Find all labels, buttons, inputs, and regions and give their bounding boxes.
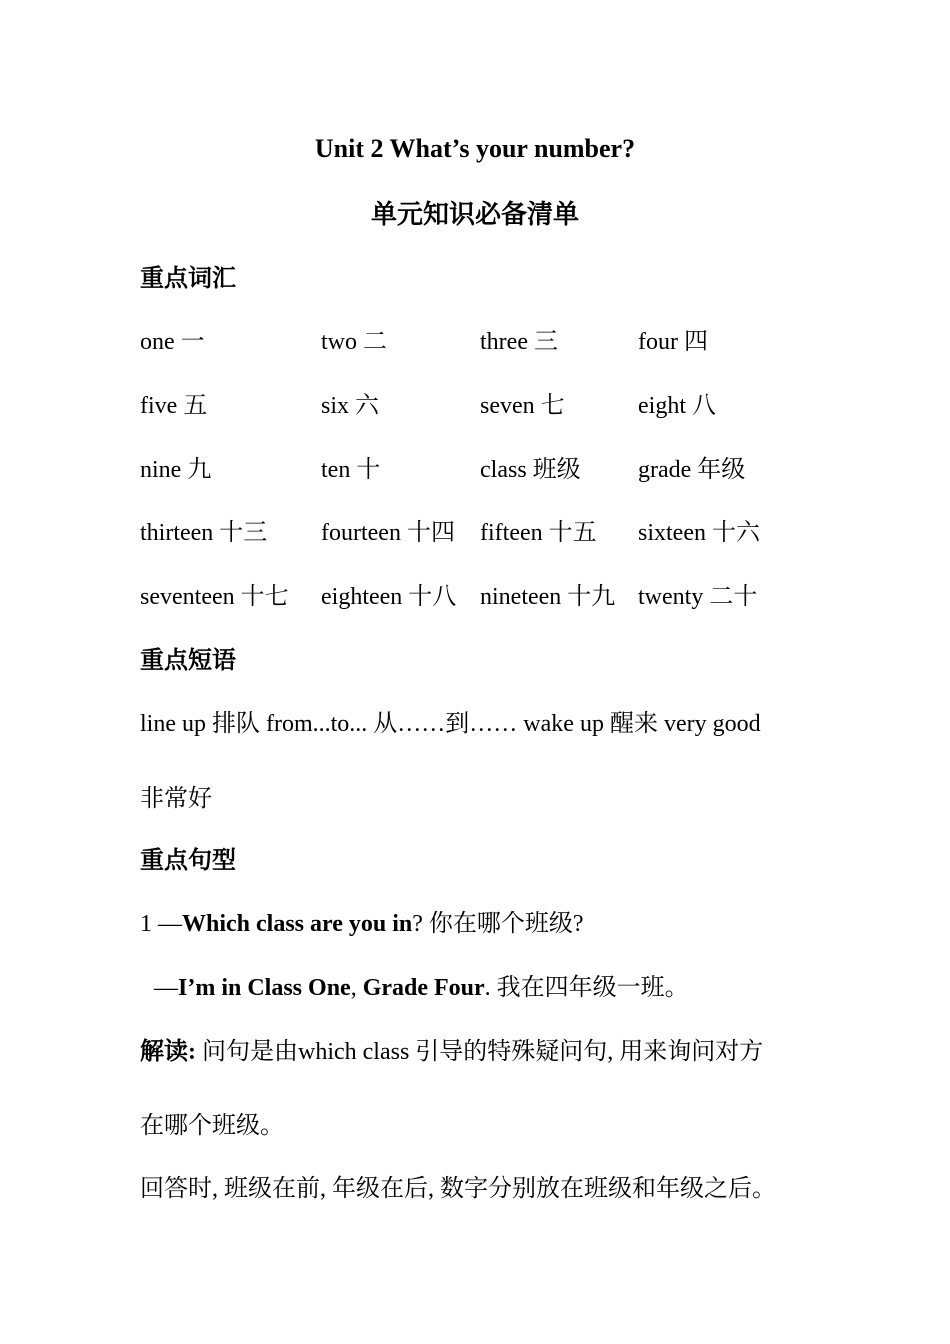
vocab-item: sixteen 十六 [638,520,760,546]
answer-translation: . 我在四年级一班。 [484,975,689,1001]
page-subtitle: 单元知识必备清单 [370,200,579,229]
vocab-heading: 重点词汇 [140,266,236,292]
vocab-item: nine 九 [140,457,212,483]
explanation-line [140,1037,763,1067]
phrases-line: line up 排队 from...to... 从……到…… wake up 醒来 very good [140,711,761,737]
vocab-item: six 六 [321,393,380,419]
explanation-line: 回答时, 班级在前, 年级在后, 数字分别放在班级和年级之后。 [140,1176,776,1202]
vocab-item: ten 十 [321,457,381,483]
sentences-heading: 重点句型 [140,848,236,874]
vocab-item: fifteen 十五 [480,520,597,546]
question-text: Which class are you in [182,911,413,937]
vocab-item: seven 七 [480,393,565,419]
answer-comma: , [350,975,363,1001]
explanation-text: 问句是由which class 引导的特殊疑问句, 用来询问对方 [196,1039,764,1065]
question-sentence [140,909,584,939]
vocab-item: class 班级 [480,457,581,483]
explanation-label: 解读: [140,1039,196,1065]
phrases-heading: 重点短语 [140,648,236,674]
vocab-item: five 五 [140,393,208,419]
vocab-item: eight 八 [638,393,716,419]
vocab-item: four 四 [638,329,708,355]
vocab-item: two 二 [321,329,387,355]
vocab-item: nineteen 十九 [480,584,616,610]
vocab-item: thirteen 十三 [140,520,268,546]
phrases-line: 非常好 [140,786,212,812]
answer-sentence [154,973,689,1003]
answer-dash: — [154,975,178,1001]
vocab-item: seventeen 十七 [140,584,289,610]
page-title: Unit 2 What’s your number? [314,134,636,163]
vocab-item: eighteen 十八 [321,584,457,610]
vocab-item: fourteen 十四 [321,520,455,546]
answer-text: Grade Four [362,975,485,1001]
vocab-item: one 一 [140,329,205,355]
question-translation: ? 你在哪个班级? [412,911,584,937]
vocab-item: grade 年级 [638,457,746,483]
vocab-item: three 三 [480,329,558,355]
explanation-line: 在哪个班级。 [140,1113,284,1139]
question-number: 1 — [140,911,182,937]
answer-text: I’m in Class One [178,975,351,1001]
vocab-item: twenty 二十 [638,584,758,610]
